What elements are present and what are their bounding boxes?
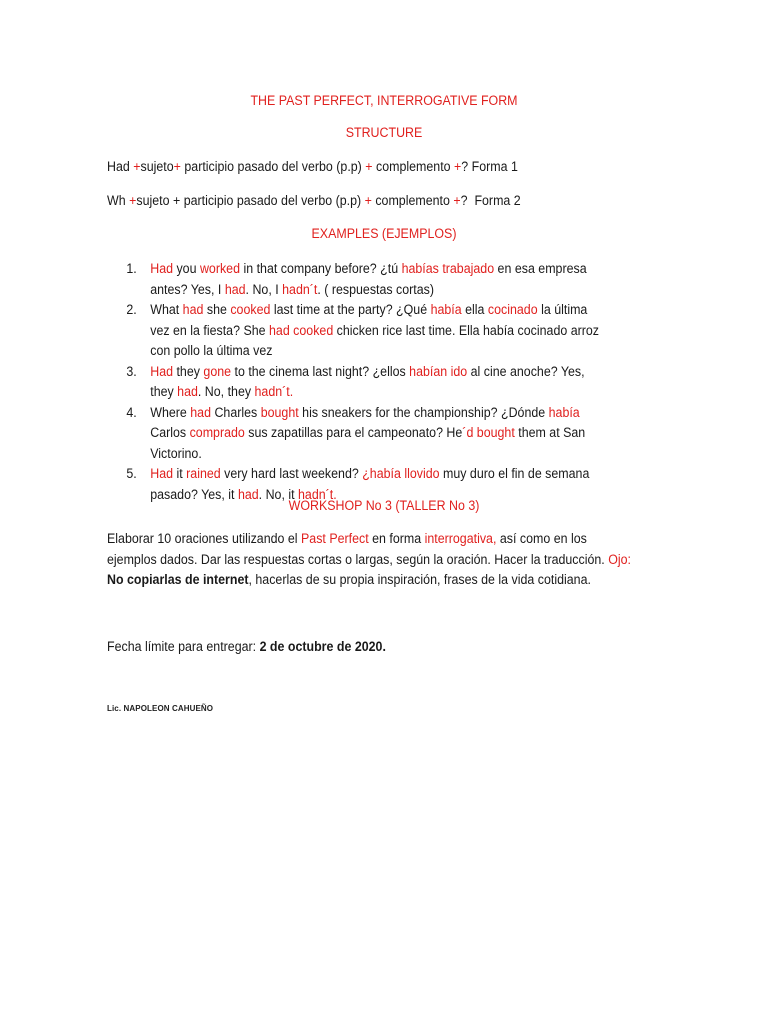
example-item: 4. Where had Charles bought his sneakers for the championship? ¿Dónde había Carlos comprado sus zapatillas para el campeonato? He´d bought them at San Victorino.	[126, 404, 586, 461]
example-item: 3. Had they gone to the cinema last night? ¿ellos habían ido al cine anoche? Yes, they had. No, they hadn´t.	[126, 363, 585, 399]
page-title: THE PAST PERFECT, INTERROGATIVE FORM	[250, 93, 518, 108]
structure-forma-1: Had +sujeto+ participio pasado del verbo (p.p) + complemento +? Forma 1	[107, 159, 518, 174]
structure-forma-2: Wh +sujeto + participio pasado del verbo (p.p) + complemento +? Forma 2	[107, 193, 521, 208]
workshop-heading: WORKSHOP No 3 (TALLER No 3)	[288, 498, 480, 513]
examples-list	[107, 259, 604, 505]
workshop-instructions: Elaborar 10 oraciones utilizando el Past Perfect en forma interrogativa, así como en los ejemplos dados. Dar las respuestas cortas o largas, según la oración. Hacer la traducción. Ojo: No copiarlas de internet, hacerlas de su propia inspiración, frases de la vida cotidiana.	[107, 531, 631, 587]
examples-heading: EXAMPLES (EJEMPLOS)	[311, 226, 457, 241]
signature: Lic. NAPOLEON CAHUEÑO	[107, 704, 214, 713]
example-item: 1. Had you worked in that company before? ¿tú habías trabajado en esa empresa antes? Yes, I had. No, I hadn´t. ( respuestas cortas)	[126, 261, 587, 297]
example-item: 5. Had it rained very hard last weekend? ¿había llovido muy duro el fin de semana pasado? Yes, it had. No, it hadn´t.	[126, 466, 590, 502]
example-item: 2. What had she cooked last time at the party? ¿Qué había ella cocinado la última vez en la fiesta? She had cooked chicken rice last time. Ella había cocinado arroz con pollo la última vez	[126, 302, 600, 358]
structure-heading: STRUCTURE	[345, 125, 423, 140]
deadline-line: Fecha límite para entregar: 2 de octubre de 2020.	[107, 639, 386, 654]
